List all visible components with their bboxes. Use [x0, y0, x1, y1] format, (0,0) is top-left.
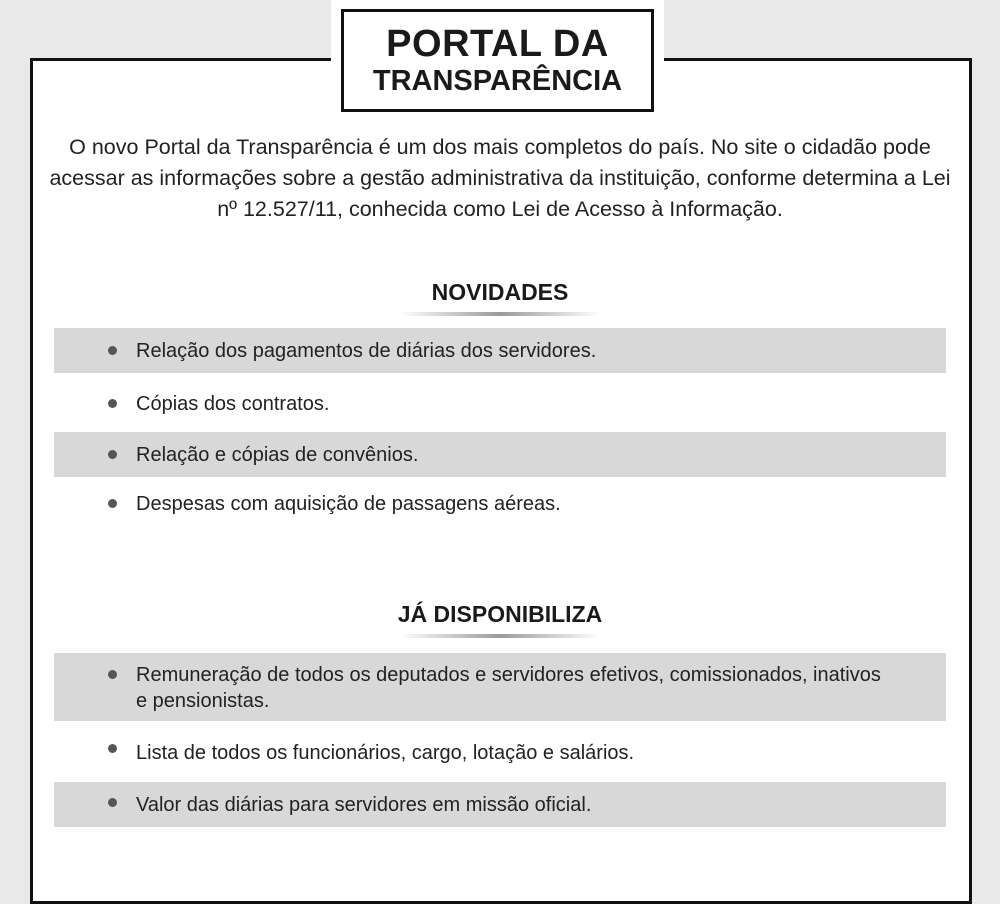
list-item	[54, 782, 946, 827]
bullet-icon	[108, 346, 117, 355]
intro-paragraph: O novo Portal da Transparência é um dos mais completos do país. No site o cidadão pode acessar as informações sobre a gestão administrativa da instituição, conforme determina a Lei nº 12.527/11, conhecida como Lei de Acesso à Informação.	[49, 135, 951, 221]
list-item-text: Remuneração de todos os deputados e servidores efetivos, comissionados, inativos e pensionistas.	[136, 664, 881, 712]
list-item	[54, 730, 946, 775]
list-item-text: Lista de todos os funcionários, cargo, lotação e salários.	[136, 741, 635, 764]
list-item	[54, 481, 946, 526]
list-item-text: Valor das diárias para servidores em missão oficial.	[136, 793, 592, 816]
list-item-text: Cópias dos contratos.	[136, 392, 330, 415]
novidades-heading-text: NOVIDADES	[431, 279, 569, 305]
list-item-text: Despesas com aquisição de passagens aéreas.	[136, 492, 561, 515]
bullet-icon	[108, 499, 117, 508]
bullet-icon	[108, 450, 117, 459]
heading-divider	[400, 312, 600, 316]
page-subtitle: TRANSPARÊNCIA	[372, 65, 623, 97]
bullet-icon	[108, 670, 117, 679]
list-item-text: Relação e cópias de convênios.	[136, 443, 419, 466]
bullet-icon	[108, 798, 117, 807]
list-item	[54, 381, 946, 426]
heading-divider	[400, 634, 600, 638]
bullet-icon	[108, 744, 117, 753]
title-box	[341, 9, 654, 112]
novidades-heading	[300, 279, 700, 316]
list-item	[54, 328, 946, 373]
page-title: PORTAL DA	[386, 23, 609, 65]
list-item	[54, 653, 946, 721]
bullet-icon	[108, 399, 117, 408]
list-item	[54, 432, 946, 477]
ja-disponibiliza-heading-text: JÁ DISPONIBILIZA	[397, 601, 603, 627]
list-item-text: Relação dos pagamentos de diárias dos servidores.	[136, 339, 597, 362]
ja-disponibiliza-heading	[300, 601, 700, 638]
